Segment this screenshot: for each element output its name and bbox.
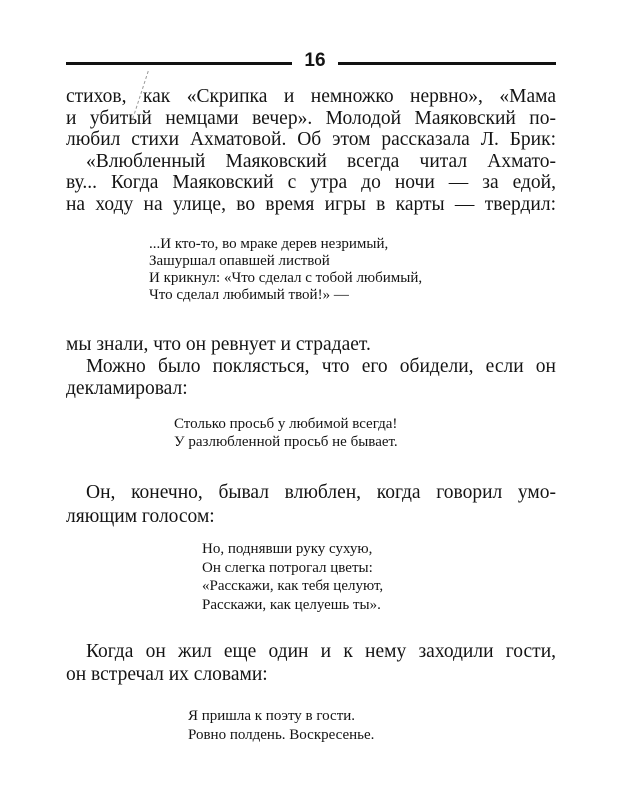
poem-line: Зашуршал опавшей листвой xyxy=(149,253,330,269)
text-line: ляющим голосом: xyxy=(66,506,215,527)
text-line: «Влюбленный Маяковский всегда читал Ахмато- xyxy=(86,151,556,172)
text-line: Когда он жил еще один и к нему заходили гости, xyxy=(86,641,556,662)
text-line: декламировал: xyxy=(66,378,188,399)
text-line: он встречал их словами: xyxy=(66,664,268,685)
poem-line: ...И кто-то, во мраке дерев незримый, xyxy=(149,236,389,252)
poem-line: Расскажи, как целуешь ты». xyxy=(202,597,381,613)
text-line: Можно было поклясться, что его обидели, если он xyxy=(86,356,556,377)
text-line: стихов, как «Скрипка и немножко нервно», «Мама xyxy=(66,86,556,107)
text-line: Он, конечно, бывал влюблен, когда говорил умо- xyxy=(86,482,556,503)
text-line: любил стихи Ахматовой. Об этом рассказала Л. Брик: xyxy=(66,129,556,150)
header-rule-right xyxy=(338,62,556,65)
page-number: 16 xyxy=(304,50,326,71)
text-line: на ходу на улице, во время игры в карты — твердил: xyxy=(66,194,556,215)
poem-line: Что сделал любимый твой!» — xyxy=(149,287,349,303)
header-rule-left xyxy=(66,62,292,65)
text-line: мы знали, что он ревнует и страдает. xyxy=(66,334,371,355)
poem-line: Я пришла к поэту в гости. xyxy=(188,708,356,724)
poem-line: Но, поднявши руку сухую, xyxy=(202,541,373,557)
text-line: и убитый немцами вечер». Молодой Маяковский по- xyxy=(66,108,556,129)
poem-line: И крикнул: «Что сделал с тобой любимый, xyxy=(149,270,423,286)
poem-line: Столько просьб у любимой всегда! xyxy=(174,416,398,432)
poem-line: Ровно полдень. Воскресенье. xyxy=(188,727,375,743)
text-line: ву... Когда Маяковский с утра до ночи — за едой, xyxy=(66,172,556,193)
poem-line: «Расскажи, как тебя целуют, xyxy=(202,578,384,594)
poem-line: Он слегка потрогал цветы: xyxy=(202,560,373,576)
poem-line: У разлюбленной просьб не бывает. xyxy=(174,434,398,450)
